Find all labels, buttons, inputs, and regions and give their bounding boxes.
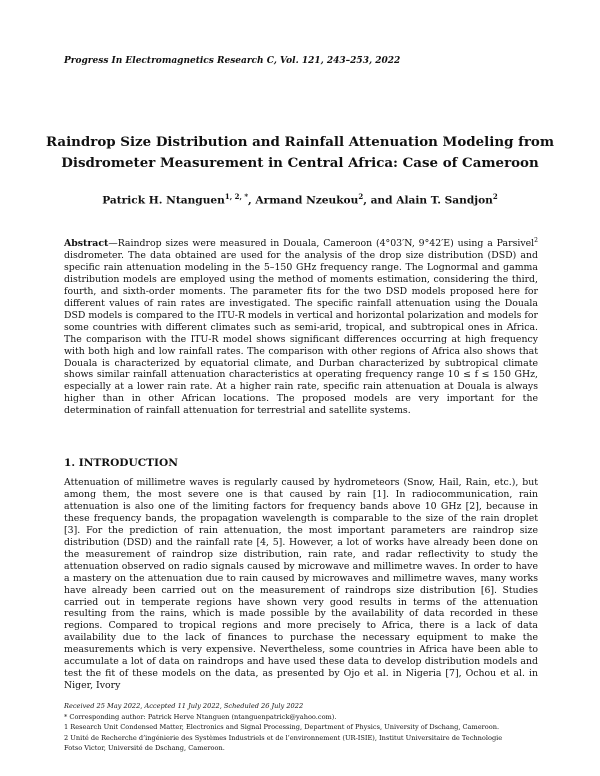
footnote-affiliation-2-cont: Fotso Victor, Université de Dschang, Cameroon. <box>64 744 225 753</box>
footnote-affiliation-2: 2 Unité de Recherche d’ingénierie des Systèmes Industriels et de l’environnement (UR-ISIE), Institut Universitaire de Technologie <box>64 733 503 742</box>
paper-title <box>40 132 560 174</box>
author-affiliation: 2 <box>358 192 364 201</box>
author-name: Alain T. Sandjon <box>396 194 493 207</box>
footnote-dates: Received 25 May 2022, Accepted 11 July 2022, Scheduled 26 July 2022 <box>64 702 304 710</box>
abstract <box>64 238 538 417</box>
journal-header: Progress In Electromagnetics Research C, Vol. 121, 243–253, 2022 <box>64 56 401 66</box>
footnote-affiliation-1: 1 Research Unit Condensed Matter, Electronics and Signal Processing, Department of Physics, University of Dschang, Cameroon. <box>64 723 500 732</box>
abstract-text: —Raindrop sizes were measured in Douala, Cameroon (4°03′N, 9°42′E) using a Parsivel <box>108 238 535 249</box>
author-list <box>40 192 560 207</box>
abstract-superscript: 2 <box>534 236 538 244</box>
author-name: Armand Nzeukou <box>255 194 359 207</box>
abstract-text-cont: disdrometer. The data obtained are used for the analysis of the drop size distribution (DSD) and specific rain attenuation modeling in the 5–150 GHz frequency range. The Lognormal and gamma distribution models are employed using the method of moments estimation, considering the third, fourth, and sixth-order moments. The parameter fits for the two DSD models proposed here for different values of rain rates are investigated. The specific rainfall attenuation using the Douala DSD models is compared to the ITU-R models in vertical and horizontal polarization and models for some countries with different climates such as semi-arid, tropical, and subtropical ones in Africa. The comparison with the ITU-R model shows significant differences occurring at high frequency with both high and low rainfall rates. The comparison with other regions of Africa also shows that Douala is characterized by equatorial climate, and Durban characterized by subtropical climate shows similar rainfall attenuation characteristics at operating frequency range 10 ≤ f ≤ 150 GHz, especially at a lower rain rate. At a higher rain rate, specific rain attenuation at Douala is always higher than in other African locations. The proposed models are very important for the determination of rainfall attenuation for terrestrial and satellite systems. <box>64 249 538 417</box>
footnote-corresponding: * Corresponding author: Patrick Herve Ntanguen (ntanguenpatrick@yahoo.com). <box>64 712 337 721</box>
title-line-2: Disdrometer Measurement in Central Africa: Case of Cameroon <box>61 155 539 171</box>
author-separator: , and <box>363 194 397 207</box>
footnotes <box>64 701 544 754</box>
author-name: Patrick H. Ntanguen <box>102 194 225 207</box>
section-body: Attenuation of millimetre waves is regularly caused by hydrometeors (Snow, Hail, Rain, etc.), but among them, the most severe one is that caused by rain [1]. In radiocommunication, rain attenuation is also one of the limiting factors for frequency bands above 10 GHz [2], because in these frequency bands, the propagation wavelength is comparable to the size of the rain droplet [3]. For the prediction of rain attenuation, the most important parameters are raindrop size distribution (DSD) and the rainfall rate [4, 5]. However, a lot of works have already been done on the measurement of raindrop size distribution, rain rate, and radar reflectivity to study the attenuation observed on radio signals caused by microwave and millimetre waves. In order to have a mastery on the attenuation due to rain caused by microwaves and millimetre waves, many works have already been carried out on the measurement of raindrops size distribution [6]. Studies carried out in temperate regions have shown very good results in terms of the attenuation resulting from the rains, which is made possible by the availability of data recorded in these regions. Compared to tropical regions and more precisely to Africa, there is a lack of data availability due to the lack of finances to purchase the necessary equipment to make the measurements which is very expensive. Nevertheless, some countries in Africa have been able to accumulate a lot of data on raindrops and have used these data to develop distribution models and test the fit of these models on the data, as presented by Ojo et al. in Nigeria [7], Ochou et al. in Niger, Ivory <box>64 477 538 692</box>
author-separator: , <box>248 194 256 207</box>
abstract-label: Abstract <box>64 238 109 249</box>
title-line-1: Raindrop Size Distribution and Rainfall Attenuation Modeling from <box>45 134 555 150</box>
author-affiliation: 1, 2, * <box>224 192 248 201</box>
author-affiliation: 2 <box>492 192 498 201</box>
section-heading: 1. INTRODUCTION <box>64 457 178 469</box>
